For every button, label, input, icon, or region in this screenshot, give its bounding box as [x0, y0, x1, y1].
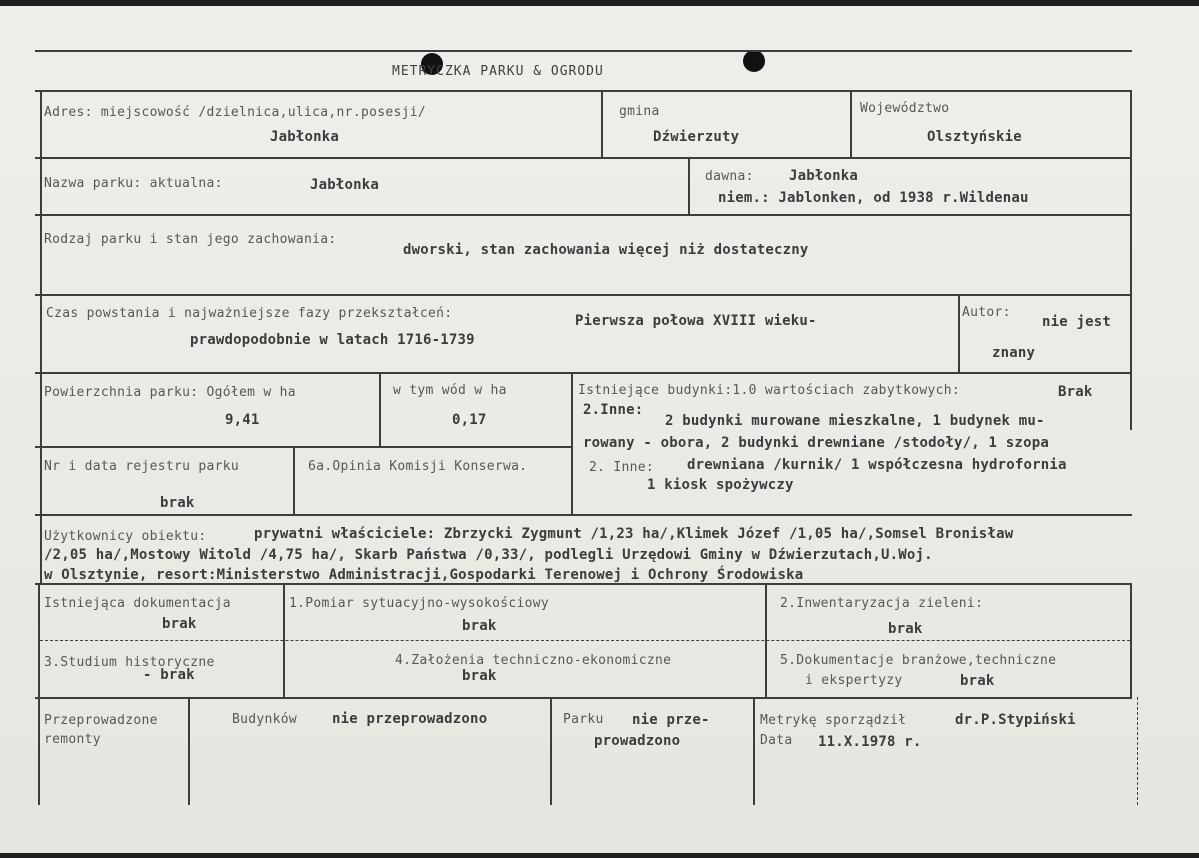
- park-name-label: Nazwa parku: aktualna:: [44, 176, 223, 191]
- punch-hole-right: [743, 50, 765, 72]
- origin-value-2: prawdopodobnie w latach 1716-1739: [190, 332, 475, 348]
- voivodeship-value: Olsztyńskie: [927, 129, 1022, 145]
- buildings-other-label: 2.Inne:: [583, 402, 644, 418]
- buildings-line-2: rowany - obora, 2 budynki drewniane /stodoły/, 1 szopa: [583, 435, 1049, 451]
- rule: [35, 157, 1132, 159]
- rule-v: [550, 697, 552, 805]
- tech-label: 4.Założenia techniczno-ekonomiczne: [395, 653, 672, 668]
- author-value-2: znany: [992, 345, 1036, 361]
- rule-v: [850, 90, 852, 157]
- repairs-park-value-2: prowadzono: [594, 733, 681, 749]
- water-label: w tym wód w ha: [393, 383, 507, 398]
- buildings-line-4: 1 kiosk spożywczy: [647, 477, 794, 493]
- metric-author: dr.P.Stypiński: [955, 712, 1076, 728]
- gmina-value: Dźwierzuty: [653, 129, 740, 145]
- water-value: 0,17: [452, 412, 487, 428]
- history-label: 3.Studium historyczne: [44, 655, 215, 670]
- rule: [35, 50, 1132, 52]
- rule-v: [765, 583, 767, 697]
- former-name-value: Jabłonka: [789, 168, 859, 184]
- area-value: 9,41: [225, 412, 260, 428]
- register-label: Nr i data rejestru parku: [44, 459, 240, 474]
- users-label: Użytkownicy obiektu:: [44, 529, 207, 544]
- park-type-label: Rodzaj parku i stan jego zachowania:: [44, 232, 337, 247]
- rule: [35, 372, 1132, 374]
- branch-value: brak: [960, 673, 995, 689]
- rule-v: [188, 697, 190, 805]
- origin-value-1: Pierwsza połowa XVIII wieku-: [575, 313, 817, 329]
- rule-v: [40, 90, 42, 514]
- branch-label-1: 5.Dokumentacje branżowe,techniczne: [780, 653, 1057, 668]
- voivodeship-label: Województwo: [860, 101, 950, 116]
- rule: [35, 214, 1132, 216]
- metric-label: Metrykę sporządził: [760, 713, 907, 728]
- repairs-label-1: Przeprowadzone: [44, 713, 158, 728]
- rule: [35, 514, 1132, 516]
- scan-edge-top: [0, 0, 1199, 6]
- repairs-buildings-value: nie przeprowadzono: [332, 711, 488, 727]
- repairs-buildings-label: Budynków: [232, 712, 298, 727]
- scan-edge-bottom: [0, 853, 1199, 858]
- rule-v: [1130, 90, 1132, 430]
- metric-date-value: 11.X.1978 r.: [818, 734, 922, 750]
- buildings-label: Istniejące budynki:1.0 wartościach zabytkowych:: [578, 383, 960, 398]
- greenery-label: 2.Inwentaryzacja zieleni:: [780, 596, 984, 611]
- register-value: brak: [160, 495, 195, 511]
- rule: [35, 446, 571, 448]
- rule-v: [753, 697, 755, 805]
- former-name-label: dawna:: [705, 169, 754, 184]
- users-line-2: /2,05 ha/,Mostowy Witold /4,75 ha/, Skarb Państwa /0,33/, podlegli Urzędowi Gminy w Dźwierzutach,U.Woj.: [44, 547, 933, 563]
- history-value: - brak: [143, 667, 195, 683]
- rule-v: [571, 372, 573, 514]
- greenery-value: brak: [888, 621, 923, 637]
- rule-v: [688, 157, 690, 214]
- buildings-historic-value: Brak: [1058, 384, 1093, 400]
- gmina-label: gmina: [619, 104, 660, 119]
- park-type-value: dworski, stan zachowania więcej niż dostateczny: [403, 242, 809, 258]
- rule-v: [293, 446, 295, 514]
- rule: [35, 294, 1132, 296]
- buildings-other2-label: 2. Inne:: [589, 460, 655, 475]
- card-title: METRYCZKA PARKU & OGRODU: [392, 64, 604, 79]
- author-value-1: nie jest: [1042, 314, 1112, 330]
- rule-v: [601, 90, 603, 157]
- address-label: Adres: miejscowość /dzielnica,ulica,nr.posesji/: [44, 105, 426, 120]
- rule-v: [379, 372, 381, 446]
- park-name-value: Jabłonka: [310, 177, 380, 193]
- author-label: Autor:: [962, 305, 1011, 320]
- survey-value: brak: [462, 618, 497, 634]
- users-line-1: prywatni właściciele: Zbrzycki Zygmunt /1,23 ha/,Klimek Józef /1,05 ha/,Somsel Bronisław: [254, 526, 1014, 542]
- branch-label-2: i ekspertyzy: [805, 673, 903, 688]
- tech-value: brak: [462, 668, 497, 684]
- rule-v: [958, 294, 960, 372]
- buildings-line-3: drewniana /kurnik/ 1 współczesna hydrofornia: [687, 457, 1067, 473]
- dashed-rule-v: [1137, 697, 1138, 805]
- existing-docs-label: Istniejąca dokumentacja: [44, 596, 231, 611]
- rule-v: [283, 583, 285, 697]
- rule: [35, 583, 1132, 585]
- dashed-rule: [40, 640, 1130, 641]
- existing-docs-value: brak: [162, 616, 197, 632]
- rule-v: [40, 514, 42, 583]
- opinion-label: 6a.Opinia Komisji Konserwa.: [308, 459, 528, 474]
- repairs-label-2: remonty: [44, 732, 101, 747]
- metric-date-label: Data: [760, 733, 793, 748]
- area-label: Powierzchnia parku: Ogółem w ha: [44, 385, 296, 400]
- survey-label: 1.Pomiar sytuacyjno-wysokościowy: [289, 596, 550, 611]
- users-line-3: w Olsztynie, resort:Ministerstwo Administracji,Gospodarki Terenowej i Ochrony Środowiska: [44, 567, 804, 583]
- rule-v: [38, 583, 40, 805]
- repairs-park-label: Parku: [563, 712, 604, 727]
- german-name-value: niem.: Jablonken, od 1938 r.Wildenau: [718, 190, 1029, 206]
- rule-v: [1130, 583, 1132, 697]
- origin-label: Czas powstania i najważniejsze fazy przekształceń:: [46, 306, 453, 321]
- buildings-line-1: 2 budynki murowane mieszkalne, 1 budynek mu-: [665, 413, 1045, 429]
- repairs-park-value-1: nie prze-: [632, 712, 710, 728]
- rule: [35, 90, 1132, 92]
- address-value: Jabłonka: [270, 129, 340, 145]
- rule: [35, 697, 1132, 699]
